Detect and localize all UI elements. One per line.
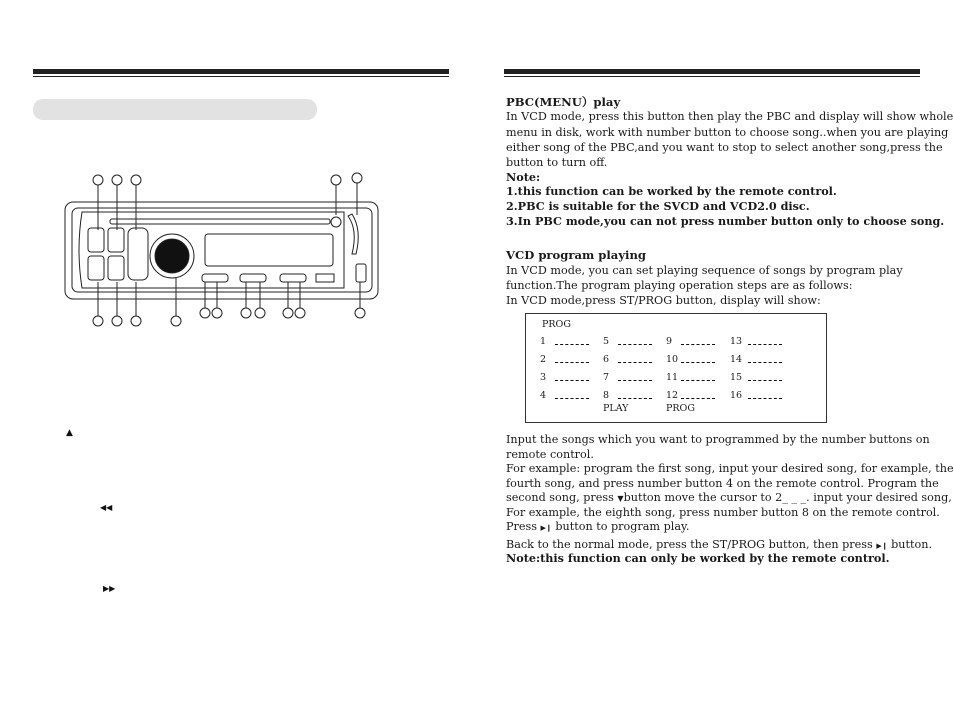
prog-slot-6-blank <box>618 362 652 363</box>
prog-slot-12: 12 <box>666 390 679 401</box>
pbc-note-3: 3.In PBC mode,you can not press number button only to choose song. <box>506 214 945 228</box>
prog-slot-3: 3 <box>540 372 547 383</box>
right-header-rule-thin <box>504 76 920 77</box>
vcd-after-line-4: fourth song, and press number button 4 on the remote control. Program the <box>506 477 939 490</box>
prog-slot-15: 15 <box>730 372 743 383</box>
prog-slot-5: 5 <box>603 336 610 347</box>
prog-slot-7: 7 <box>603 372 610 383</box>
vcd-second-song-text-a: second song, press <box>506 491 614 504</box>
prog-slot-14: 14 <box>730 354 743 365</box>
prog-slot-2-blank <box>555 362 589 363</box>
prog-slot-9-blank <box>681 344 715 345</box>
prog-slot-13: 13 <box>730 336 743 347</box>
left-header-rule <box>33 69 449 74</box>
prog-slot-8: 8 <box>603 390 610 401</box>
prog-slot-1-blank <box>555 344 589 345</box>
prog-display-prog-label: PROG <box>666 403 695 414</box>
prog-slot-11: 11 <box>666 372 679 383</box>
prog-slot-11-blank <box>681 380 715 381</box>
pbc-line-1: In VCD mode, press this button then play the PBC and display will show whole <box>506 110 954 123</box>
prog-slot-1: 1 <box>540 336 547 347</box>
pbc-line-2: menu in disk, work with number button to choose song..when you are playing <box>506 126 949 139</box>
prog-slot-16: 16 <box>730 390 743 401</box>
vcd-after-line-1: Input the songs which you want to programmed by the number buttons on <box>506 433 930 446</box>
vcd-line-2: function.The program playing operation steps are as follows: <box>506 279 853 292</box>
prog-slot-5-blank <box>618 344 652 345</box>
prog-slot-10: 10 <box>666 354 679 365</box>
vcd-eighth-song-line: For example, the eighth song, press number button 8 on the remote control. <box>506 506 940 519</box>
prog-slot-13-blank <box>748 344 782 345</box>
prog-slot-4-blank <box>555 398 589 399</box>
left-header-rule-thin <box>33 76 449 77</box>
pbc-note-title: Note: <box>506 170 541 184</box>
pbc-line-4: button to turn off. <box>506 156 608 169</box>
section-title-bar <box>33 99 317 120</box>
vcd-press-text-a: Press <box>506 520 537 533</box>
prog-slot-10-blank <box>681 362 715 363</box>
prog-display-play-label: PLAY <box>603 403 629 414</box>
pbc-heading: PBC(MENU）play <box>506 95 621 109</box>
vcd-second-song-text-b: button move the cursor to 2_ _ _. input your desired song, <box>623 491 952 504</box>
prog-display <box>525 313 827 423</box>
eject-icon: ▲ <box>66 428 73 438</box>
vcd-back-text-b: button. <box>891 538 932 551</box>
vcd-after-line-3: For example: program the first song, input your desired song, for example, the <box>506 462 954 475</box>
prog-slot-14-blank <box>748 362 782 363</box>
prog-slot-16-blank <box>748 398 782 399</box>
pbc-line-3: either song of the PBC,and you want to stop to select another song,press the <box>506 141 943 154</box>
prog-display-title: PROG <box>542 319 571 330</box>
pbc-note-1: 1.this function can be worked by the remote control. <box>506 184 837 198</box>
play-pause-icon: ▶❙ <box>540 524 552 532</box>
prog-slot-4: 4 <box>540 390 547 401</box>
prog-slot-12-blank <box>681 398 715 399</box>
vcd-back-text-a: Back to the normal mode, press the ST/PROG button, then press <box>506 538 873 551</box>
prog-slot-6: 6 <box>603 354 610 365</box>
prog-slot-3-blank <box>555 380 589 381</box>
prog-slot-2: 2 <box>540 354 547 365</box>
prog-slot-8-blank <box>618 398 652 399</box>
play-pause-icon-2: ▶❙ <box>876 542 888 550</box>
vcd-final-note: Note:this function can only be worked by the remote control. <box>506 551 890 565</box>
skip-previous-icon: ◀◀ <box>100 503 113 512</box>
car-stereo-front-panel-diagram <box>60 170 390 330</box>
vcd-heading: VCD program playing <box>506 248 646 262</box>
pbc-note-2: 2.PBC is suitable for the SVCD and VCD2.0 disc. <box>506 199 810 213</box>
skip-next-icon: ▶▶ <box>103 584 116 593</box>
vcd-line-3: In VCD mode,press ST/PROG button, display will show: <box>506 294 821 307</box>
down-arrow-icon: ▼ <box>617 494 624 503</box>
prog-slot-9: 9 <box>666 336 673 347</box>
vcd-press-text-b: button to program play. <box>555 520 690 533</box>
right-header-rule <box>504 69 920 74</box>
vcd-after-line-2: remote control. <box>506 448 594 461</box>
vcd-press-line <box>506 519 689 537</box>
prog-slot-7-blank <box>618 380 652 381</box>
vcd-line-1: In VCD mode, you can set playing sequence of songs by program play <box>506 264 903 277</box>
prog-slot-15-blank <box>748 380 782 381</box>
